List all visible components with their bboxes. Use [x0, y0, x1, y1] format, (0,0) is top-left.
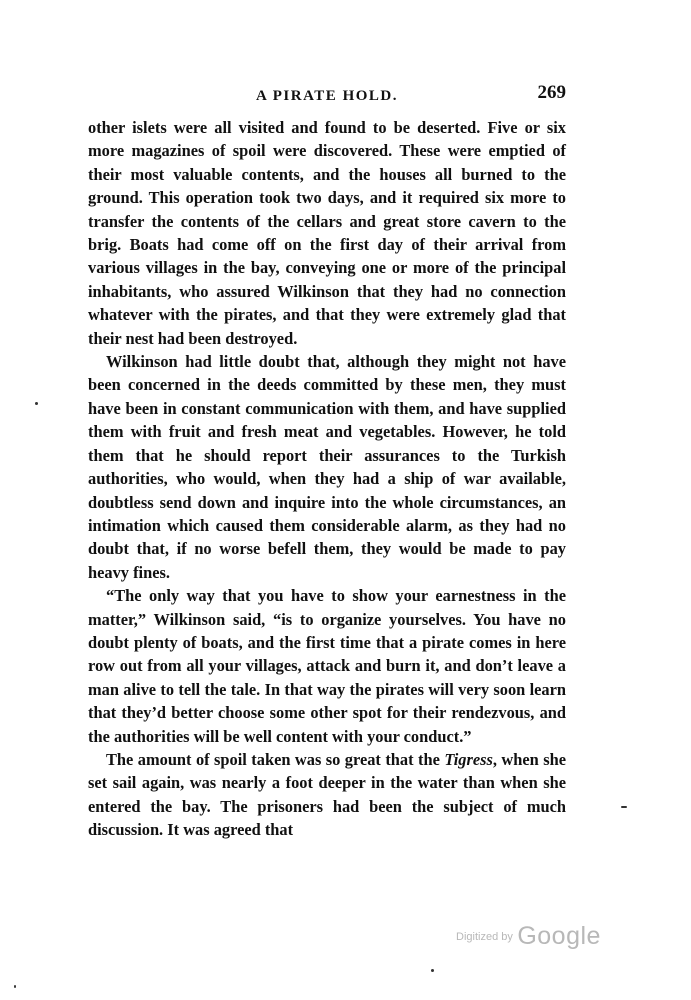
paragraph-1 [88, 116, 566, 350]
scan-speck [431, 969, 434, 972]
paragraph-text: The amount of spoil taken was so great that the [106, 749, 445, 769]
scan-speck [35, 402, 38, 405]
page-header [88, 82, 566, 112]
paragraph-text: , when she set sail again, was nearly a foot deeper in the water than when she entered the bay. The prisoners had been the subject of much discussion. It was agreed that [88, 749, 566, 840]
google-logo: Google [517, 922, 601, 950]
ship-name: Tigress [444, 749, 493, 769]
scan-speck [621, 806, 627, 808]
paragraph-text: other islets were all visited and found to be deserted. Five or six more magazines of spoil were discovered. These were emptied of their most valuable contents, and the houses all burned to the ground. This operation took two days, and it required six more to transfer the contents of the cellars and great store cavern to the brig. Boats had come off on the first day of their arrival from various villages in the bay, conveying one or more of the principal inhabitants, who assured Wilkinson that they had no connection whatever with the pirates, and that they were extremely glad that their nest had been destroyed. [88, 118, 566, 348]
paragraph-2 [88, 350, 566, 584]
digitized-by-google-watermark [456, 922, 601, 951]
paragraph-text: “The only way that you have to show your earnestness in the matter,” Wilkinson said, “is to organize yourselves. You have no doubt plenty of boats, and the first time that a pirate comes in here row out from all your villages, attack and burn it, and don’t leave a man alive to tell the tale. In that way the pirates will very soon learn that they’d better choose some other spot for their rendezvous, and the authorities will be well content with your conduct.” [88, 586, 566, 746]
watermark-prefix: Digitized by [456, 931, 513, 943]
running-title: A PIRATE HOLD. [256, 88, 398, 104]
paragraph-text: Wilkinson had little doubt that, although they might not have been concerned in the deeds committed by these men, they must have been in constant communication with them, and have supplied them with fruit and fresh meat and vegetables. However, he told them that he should report their assurances to the Turkish authorities, who would, when they had a ship of war available, doubtless send down and inquire into the whole circumstances, an intimation which caused them considerable alarm, as they had no doubt that, if no worse befell them, they would be made to pay heavy fines. [88, 352, 566, 582]
paragraph-4 [88, 748, 566, 842]
page-number: 269 [537, 82, 566, 103]
paragraph-3 [88, 584, 566, 748]
scan-speck [14, 985, 16, 988]
body-text [88, 116, 566, 842]
